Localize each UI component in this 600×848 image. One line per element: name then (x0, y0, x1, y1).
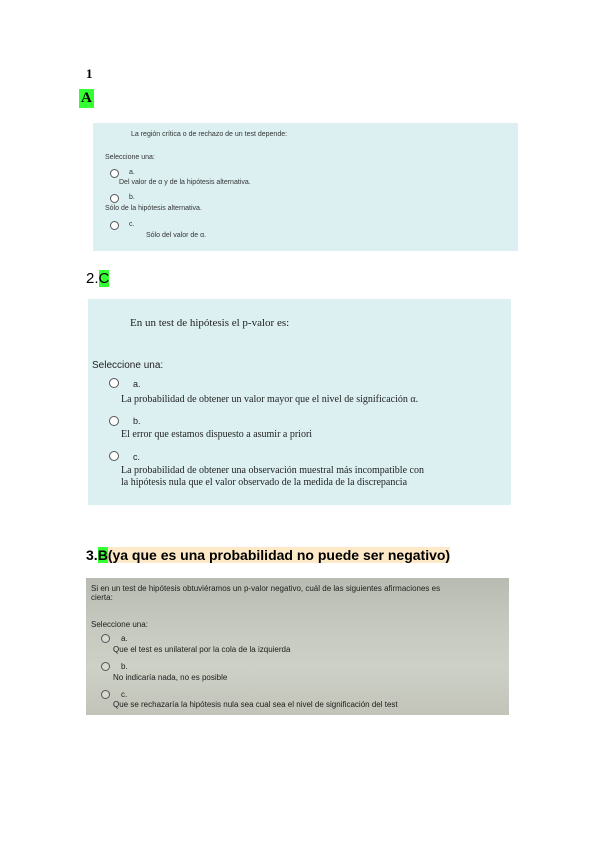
q3-letter-b: b. (121, 662, 128, 671)
q1-radio-c[interactable] (110, 221, 119, 230)
q1-option-c: Sólo del valor de α. (146, 232, 207, 239)
q2-radio-a[interactable] (109, 378, 119, 388)
q3-letter-a: a. (121, 634, 128, 643)
q3-question-line2: cierta: (91, 593, 113, 602)
q2-number: 2. (86, 270, 99, 287)
q3-card (86, 578, 509, 715)
q3-number: 3. (86, 547, 98, 563)
q3-letter-c: c. (121, 690, 128, 699)
q2-heading (86, 270, 109, 287)
q3-radio-c[interactable] (101, 690, 110, 699)
q1-radio-a[interactable] (110, 169, 119, 178)
q2-answer: C (98, 270, 110, 287)
q3-note: (ya que es una probabilidad no puede ser negativo) (107, 547, 451, 563)
q1-option-a: Del valor de α y de la hipótesis alternativa. (119, 179, 251, 186)
q2-option-b: El error que estamos dispuesto a asumir a priori (121, 429, 313, 440)
q2-letter-b: b. (133, 416, 141, 426)
q2-option-c: La probabilidad de obtener una observación muestral más incompatible con (121, 465, 424, 476)
q3-option-b: No indicaría nada, no es posible (113, 673, 228, 682)
q1-card (93, 123, 518, 251)
q3-option-a: Que el test es unilateral por la cola de la izquierda (113, 645, 291, 654)
q1-question: La región crítica o de rechazo de un test depende: (131, 131, 288, 138)
q1-letter-b: b. (129, 194, 135, 201)
q1-letter-c: c. (129, 221, 135, 228)
q3-select-label: Seleccione una: (91, 620, 148, 629)
q2-question: En un test de hipótesis el p-valor es: (130, 317, 290, 329)
q1-option-b: Sólo de la hipótesis alternativa. (105, 205, 202, 212)
q2-select-label: Seleccione una: (92, 360, 164, 371)
q3-heading (86, 547, 450, 563)
q2-radio-c[interactable] (109, 451, 119, 461)
q2-radio-b[interactable] (109, 416, 119, 426)
q2-card (88, 299, 511, 505)
q2-letter-a: a. (133, 379, 141, 389)
q2-letter-c: c. (133, 452, 141, 462)
q1-number: 1 (86, 66, 93, 81)
q2-option-a: La probabilidad de obtener un valor mayor que el nivel de significación α. (121, 394, 419, 405)
q3-radio-b[interactable] (101, 662, 110, 671)
q3-question: Si en un test de hipótesis obtuviéramos un p-valor negativo, cuál de las siguientes afirmaciones es (91, 584, 441, 593)
q3-answer: B (97, 547, 108, 563)
q3-radio-a[interactable] (101, 634, 110, 643)
q2-option-c-line2: la hipótesis nula que el valor observado de la medida de la discrepancia (121, 477, 408, 488)
q1-answer: A (81, 90, 92, 106)
q1-radio-b[interactable] (110, 194, 119, 203)
q1-letter-a: a. (129, 169, 135, 176)
q1-select-label: Seleccione una: (105, 154, 155, 161)
q3-option-c: Que se rechazaría la hipótesis nula sea cual sea el nivel de significación del test (113, 700, 398, 709)
